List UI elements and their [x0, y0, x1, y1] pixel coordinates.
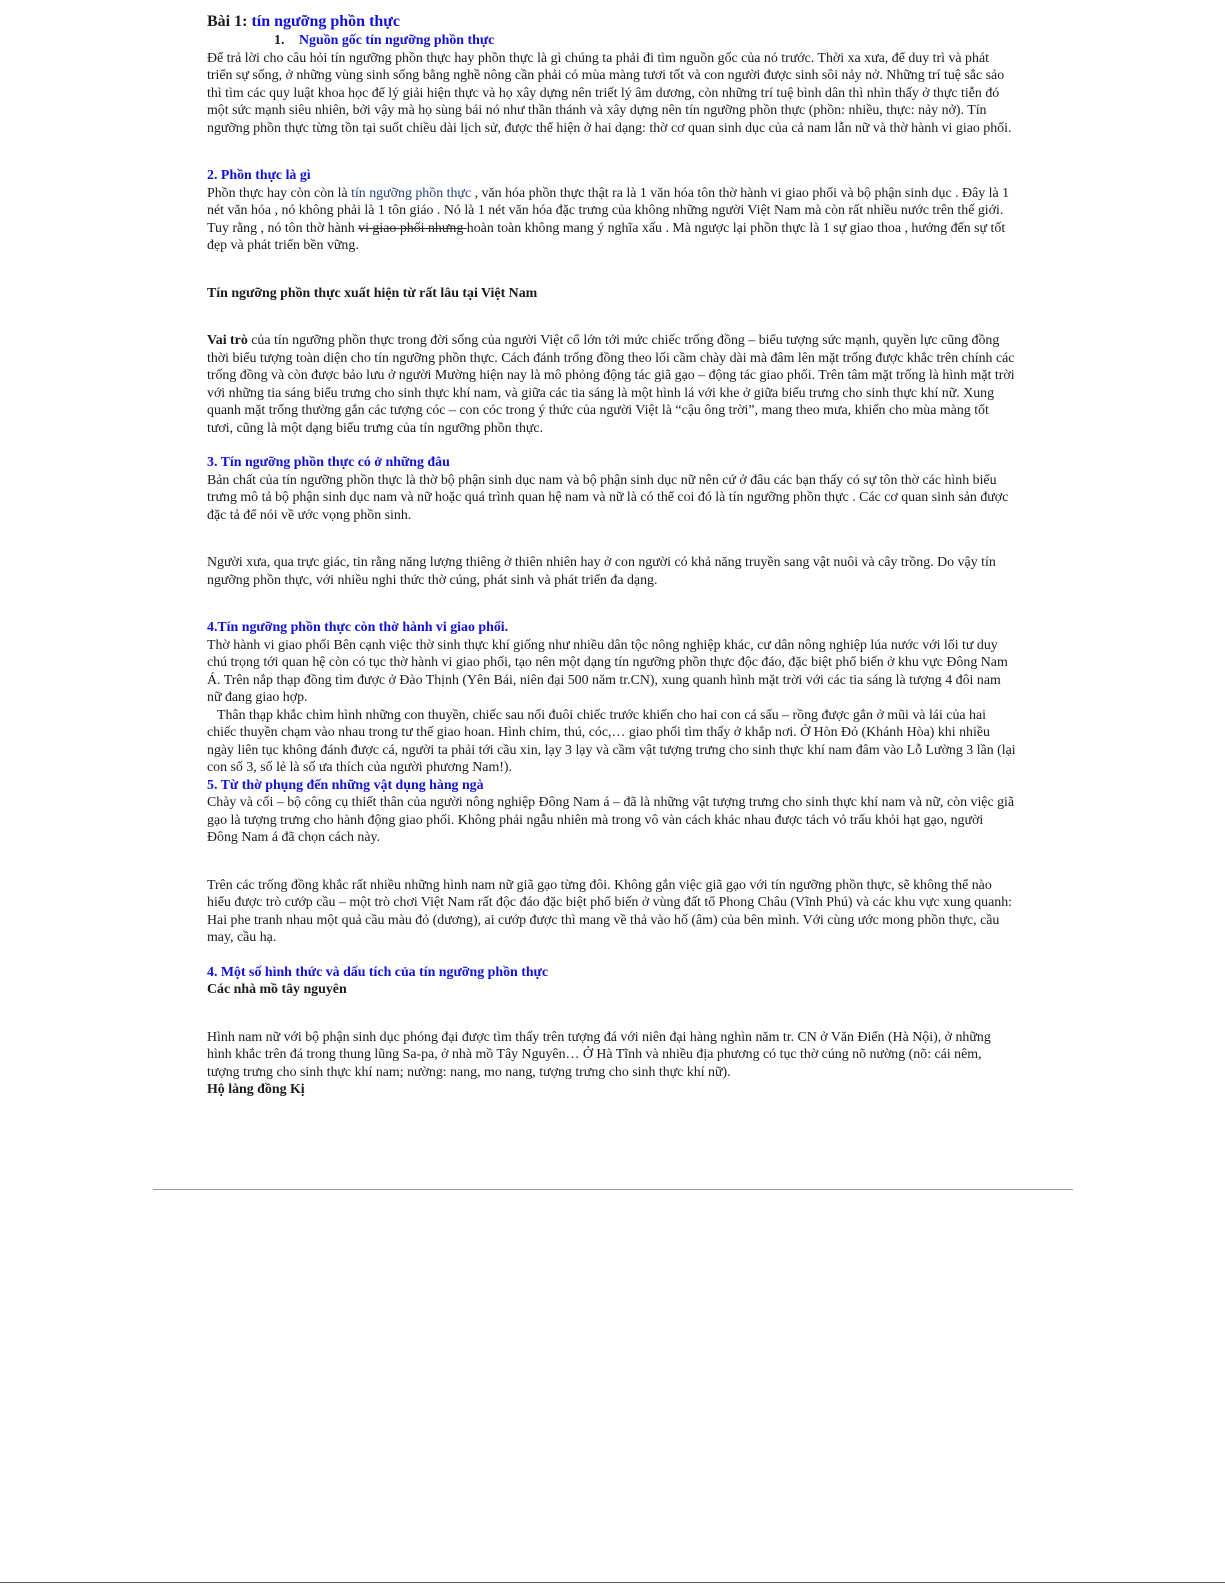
section-5-paragraph-2: Trên các trống đồng khắc rất nhiều những hình nam nữ giã gạo từng đôi. Không gắn việc giã gạo với tín ngưỡng phồn thực, sẽ không thể nào hiểu được trò cướp cầu – một trò chơi Việt Nam rất độc đáo đặc biệt phổ biến ở vùng đất tổ Phong Châu (Vĩnh Phú) và các khu vực xung quanh: Hai phe tranh nhau một quả cầu màu đỏ (dương), ai cướp được thì mang về thả vào hố (âm) của bên mình. Với cùng ước mong phồn thực, cầu may, cầu hạ.	[207, 877, 1013, 945]
section-4-heading: 4.Tín ngưỡng phồn thực còn thờ hành vi giao phối.	[207, 620, 509, 635]
section-4-paragraph-2: Thân thạp khắc chìm hình những con thuyền, chiếc sau nối đuôi chiếc trước khiến cho hai con cá sấu – rồng được gắn ở mũi và lái của hai chiếc thuyền chạm vào nhau trong tư thế giao hoan. Hình chim, thú, cóc,… giao phối tìm thấy ở khắp nơi. Ở Hòn Đỏ (Khánh Hòa) khi nhiều ngày liên tục không đánh được cá, người ta phải tới cầu xin, lạy 3 lạy và cầm vật tượng trưng cho sinh thực khí nam đâm vào Lỗ Lường 3 lần (lại con số 3, số lẻ là số ưa thích của người phương Nam!).	[207, 707, 1016, 775]
title-topic: tín ngưỡng phồn thực	[251, 13, 401, 30]
section-2-paragraph-1	[207, 185, 1017, 220]
section-3-heading: 3. Tín ngưỡng phồn thực có ở những đâu	[207, 455, 450, 470]
document-title	[207, 12, 1017, 32]
section-6-heading: 4. Một số hình thức và dấu tích của tín ngưỡng phồn thực	[207, 964, 549, 980]
bottom-edge-line	[0, 1582, 1225, 1583]
section-6-subheading-1: Các nhà mồ tây nguyên	[207, 982, 347, 997]
title-prefix: Bài 1:	[207, 13, 248, 30]
section-3-paragraph-1: Bản chất của tín ngưỡng phồn thực là thờ bộ phận sinh dục nam và bộ phận sinh dục nữ nên cứ ở đâu các bạn thấy có sự tôn thờ các hình biểu trưng mô tả bộ phận sinh dục nam và nữ hoặc quá trình quan hệ nam và nữ là có thể coi đó là tín ngưỡng phồn thực . Các cơ quan sinh sản được đặc tả để nói về ước vọng phồn sinh.	[207, 472, 1009, 523]
section-1-heading-text: Nguồn gốc tín ngưỡng phồn thực	[299, 33, 495, 48]
section-1-paragraph: Để trả lời cho câu hỏi tín ngưỡng phồn thực hay phồn thực là gì chúng ta phải đi tìm nguồn gốc của nó trước. Thời xa xưa, để duy trì và phát triển sự sống, ở những vùng sinh sống bằng nghề nông cần phải có mùa màng tươi tốt và con người được sinh sôi nảy nở. Những trí tuệ sắc sảo thì tìm các quy luật khoa học để lý giải hiện thực và họ xây dựng nên triết lý âm dương, còn những trí tuệ bình dân thì nhìn thấy ở thực tiễn đó một sức mạnh siêu nhiên, bởi vậy mà họ sùng bái nó như thần thánh và xây dựng nên tín ngưỡng phồn thực (phồn: nhiều, thực: nảy nở). Tín ngưỡng phồn thực từng tồn tại suốt chiều dài lịch sử, được thể hiện ở hai dạng: thờ cơ quan sinh dục của cả nam lẫn nữ và thờ hành vi giao phối.	[207, 50, 1012, 136]
section-5-paragraph-1: Chày và cối – bộ công cụ thiết thân của người nông nghiệp Đông Nam á – đã là những vật tượng trưng cho sinh thực khí nam và nữ, còn việc giã gạo là tượng trưng cho hành động giao phối. Không phải ngẫu nhiên mà trong vô vàn cách khác nhau được tách vỏ trấu khỏi hạt gạo, người Đông Nam á đã chọn cách này.	[207, 795, 1015, 845]
section-6-paragraph-1: Hình nam nữ với bộ phận sinh dục phóng đại được tìm thấy trên tượng đá với niên đại hàng nghìn năm tr. CN ở Văn Điển (Hà Nội), ở những hình khắc trên đá trong thung lũng Sa-pa, ở nhà mồ Tây Nguyên… Ở Hà Tĩnh và nhiều địa phương có tục thờ cúng nõ nường (nõ: cái nêm, tượng trưng cho sinh thực khí nam; nường: nang, mo nang, tượng trưng cho sinh thực khí nữ).	[207, 1029, 991, 1080]
section-2-p2-start: Tuy rằng , nó tôn thờ hành	[207, 220, 359, 236]
section-6-subheading-2: Hộ làng đồng Kị	[207, 1082, 305, 1097]
page-divider	[153, 1189, 1073, 1190]
section-1-number: 1.	[274, 33, 285, 48]
section-2-subheading: Tín ngưỡng phồn thực xuất hiện từ rất lâu tại Việt Nam	[207, 285, 538, 301]
section-2-paragraph-2	[207, 220, 1017, 255]
section-2-p1-start: Phồn thực hay còn còn là	[207, 185, 352, 201]
document-page	[207, 12, 1017, 1099]
section-2-p2-end: hoàn toàn không mang ý nghĩa xấu . Mà ngược lại phồn thực là 1 sự giao thoa , hướng đến sự tốt đẹp và phát triển bền vững.	[207, 220, 1006, 253]
section-5-heading: 5. Từ thờ phụng đến những vật dụng hàng ngà	[207, 777, 484, 793]
section-2-p3-text: của tín ngưỡng phồn thực trong đời sống của người Việt cổ lớn tới mức chiếc trống đồng – biểu tượng sức mạnh, quyền lực cũng đồng thời biểu tượng toàn diện cho tín ngưỡng phồn thực. Cách đánh trống đồng theo lối cầm chày dài mà đâm lên mặt trống được khắc trên chính các trống đồng và còn được bảo lưu ở người Mường hiện nay là mô phỏng động tác giã gạo – động tác giao phối. Trên tâm mặt trống là hình mặt trời với những tia sáng biểu trưng cho sinh thực khí nam, và giữa các tia sáng là một hình lá với khe ở giữa biểu trưng cho sinh thực khí nữ. Xung quanh mặt trống thường gắn các tượng cóc – con cóc trong ý thức của người Việt là “cậu ông trời”, mang theo mưa, khiến cho mùa màng tốt tươi, cũng là một dạng biểu trưng của tín ngưỡng phồn thực.	[207, 333, 1015, 436]
section-1-heading	[207, 32, 1017, 50]
section-3-paragraph-2: Người xưa, qua trực giác, tin rằng năng lượng thiêng ở thiên nhiên hay ở con người có khả năng truyền sang vật nuôi và cây trồng. Do vậy tín ngưỡng phồn thực, với nhiều nghi thức thờ cúng, phát sinh và phát triển đa dạng.	[207, 555, 996, 588]
section-2-p1-end: , văn hóa phồn thực thật ra là 1 văn hóa tôn thờ hành vi giao phối và bộ phận sinh dục . Đây là 1 nét văn hóa , nó không phải là 1 tôn giáo . Nó là 1 nét văn hóa đặc trưng của không những người Việt Nam mà còn rất nhiều nước trên thế giới.	[207, 185, 1010, 218]
section-2-paragraph-3	[207, 332, 1017, 437]
section-4-paragraph-1: Thờ hành vi giao phối Bên cạnh việc thờ sinh thực khí giống như nhiều dân tộc nông nghiệp khác, cư dân nông nghiệp lúa nước với lối tư duy chú trọng tới quan hệ còn có tục thờ hành vi giao phối, tạo nên một dạng tín ngưỡng phồn thực độc đáo, đặc biệt phổ biến ở khu vực Đông Nam Á. Trên nắp thạp đồng tìm được ở Đào Thịnh (Yên Bái, niên đại 500 năm tr.CN), xung quanh hình mặt trời với các tia sáng là tượng 4 đôi nam nữ đang giao hợp.	[207, 637, 1008, 705]
tin-nguong-link[interactable]: tín ngưỡng phồn thực	[351, 185, 472, 201]
section-2-heading: 2. Phồn thực là gì	[207, 168, 311, 183]
vai-tro-bold: Vai trò	[207, 333, 248, 348]
struck-text: vi giao phối nhưng	[358, 220, 467, 236]
